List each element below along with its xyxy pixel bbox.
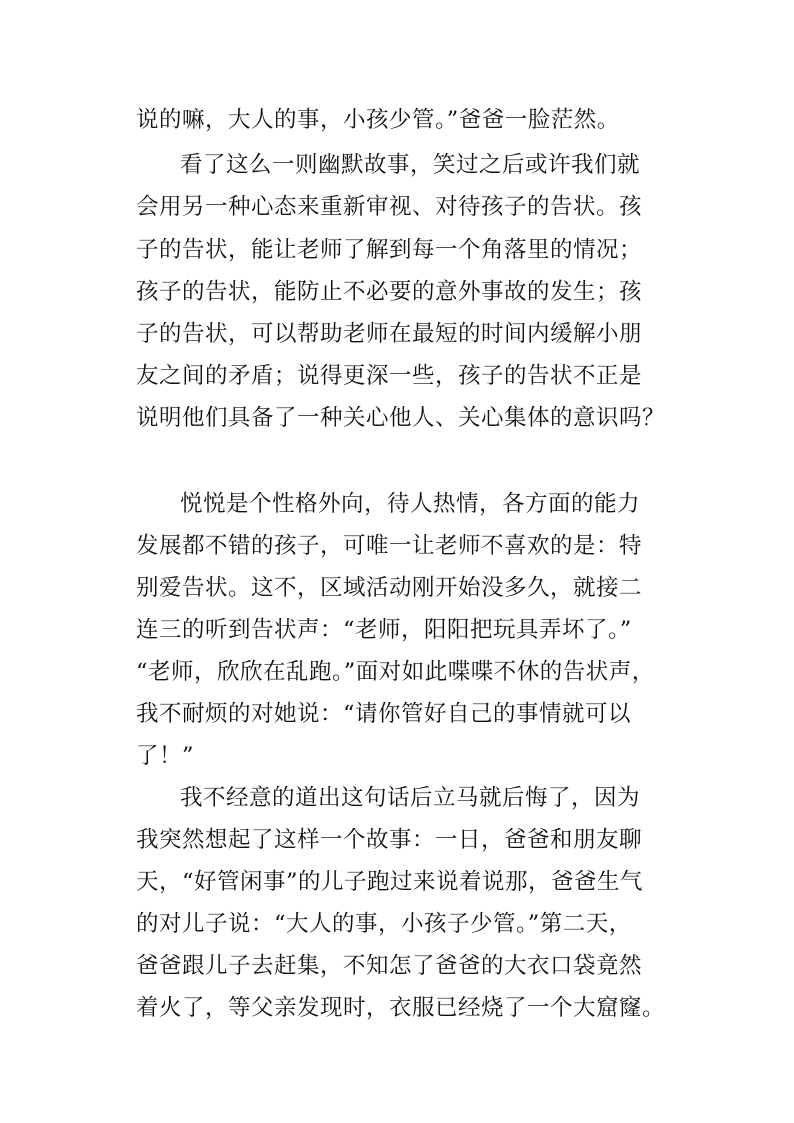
text-line-12: 连三的听到告状声：“老师，阳阳把玩具弄坏了。”: [136, 617, 632, 643]
text-line-3: 会用另一种心态来重新审视、对待孩子的告状。孩: [136, 194, 643, 220]
text-line-10: 发展都不错的孩子，可唯一让老师不喜欢的是：特: [136, 533, 643, 559]
text-line-7: 友之间的矛盾；说得更深一些，孩子的告状不正是: [136, 363, 643, 389]
text-line-19: 的对儿子说：“大人的事，小孩子少管。”第二天，: [136, 911, 632, 937]
text-line-20: 爸爸跟儿子去赶集，不知怎了爸爸的大衣口袋竟然: [136, 953, 643, 979]
text-line-2: 看了这么一则幽默故事，笑过之后或许我们就: [180, 152, 641, 178]
text-line-21: 着火了，等父亲发现时，衣服已经烧了一个大窟窿。: [136, 995, 666, 1021]
text-line-5: 孩子的告状，能防止不必要的意外事故的发生；孩: [136, 279, 643, 305]
text-line-18: 天，“好管闲事”的儿子跑过来说着说那，爸爸生气: [136, 869, 644, 895]
text-line-1: 说的嘛，大人的事，小孩少管。”爸爸一脸茫然。: [136, 107, 620, 133]
text-line-17: 我突然想起了这样一个故事：一日，爸爸和朋友聊: [136, 827, 643, 853]
text-line-9: 悦悦是个性格外向，待人热情，各方面的能力: [180, 491, 641, 517]
text-line-8: 说明他们具备了一种关心他人、关心集体的意识吗？: [136, 405, 666, 431]
text-line-13: “老师，欣欣在乱跑。”面对如此喋喋不休的告状声，: [136, 659, 655, 685]
text-line-6: 子的告状，可以帮助老师在最短的时间内缓解小朋: [136, 321, 643, 347]
text-line-16: 我不经意的道出这句话后立马就后悔了，因为: [180, 785, 641, 811]
text-line-11: 别爱告状。这不，区域活动刚开始没多久，就接二: [136, 575, 643, 601]
text-line-15: 了！”: [136, 743, 195, 769]
text-line-4: 子的告状，能让老师了解到每一个角落里的情况；: [136, 237, 643, 263]
text-line-14: 我不耐烦的对她说：“请你管好自己的事情就可以: [136, 701, 632, 727]
